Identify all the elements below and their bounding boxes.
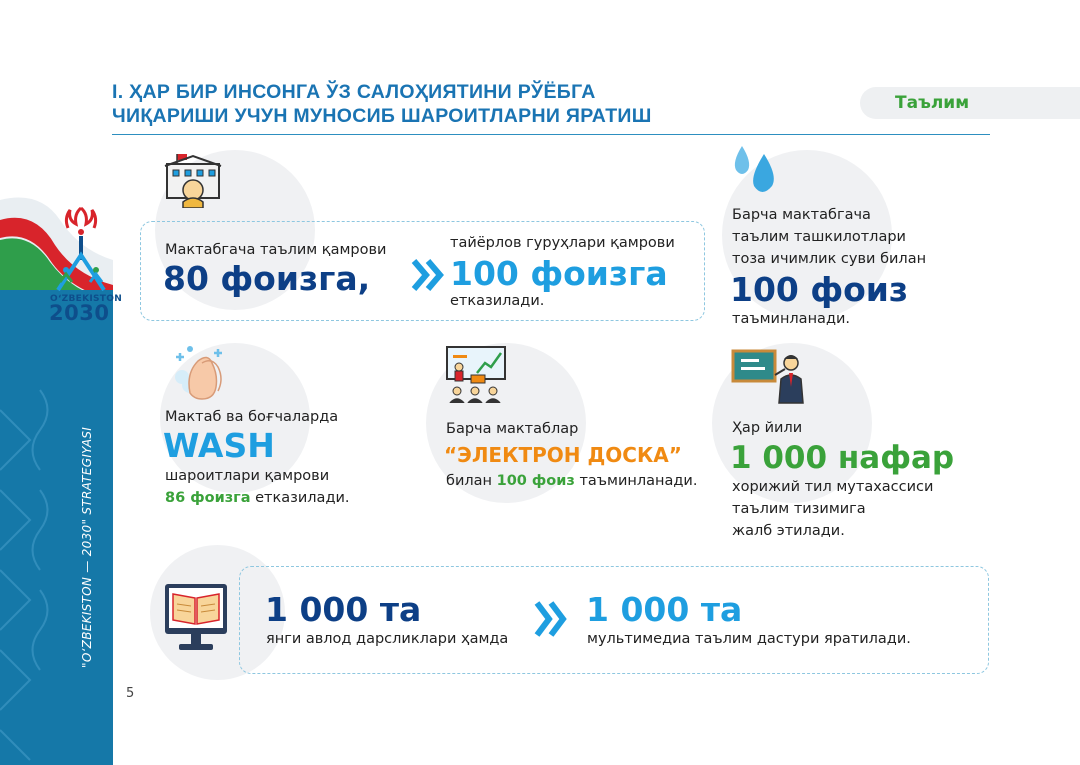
school-icon bbox=[163, 152, 223, 208]
preschool-label: Мактабгача таълим қамрови bbox=[165, 242, 387, 258]
eboard-line2-post: таъминланади. bbox=[574, 473, 698, 489]
water-line2: таълим ташкилотлари bbox=[732, 229, 906, 245]
water-line1: Барча мактабгача bbox=[732, 207, 871, 223]
teachers-line2: хорижий тил мутахассиси bbox=[732, 479, 934, 495]
sidebar-band bbox=[0, 290, 113, 765]
teachers-line3: таълим тизимига bbox=[732, 501, 866, 517]
textbooks-value1: 1 000 та bbox=[265, 590, 422, 629]
sidebar bbox=[0, 0, 123, 765]
teachers-line1: Ҳар йили bbox=[732, 420, 803, 436]
wash-highlight: 86 фоизга bbox=[165, 490, 251, 506]
preschool-to-label: тайёрлов гуруҳлари қамрови bbox=[450, 235, 675, 251]
wash-value: WASH bbox=[163, 426, 275, 465]
presentation-board-icon bbox=[445, 345, 507, 403]
title-divider bbox=[112, 134, 990, 135]
page-number: 5 bbox=[126, 686, 135, 701]
page-title-line2: ЧИҚАРИШИ УЧУН МУНОСИБ ШАРОИТЛАРНИ ЯРАТИШ bbox=[112, 105, 652, 127]
wash-line3-rest: етказилади. bbox=[250, 490, 350, 506]
logo-text: OʻZBEKISTON bbox=[50, 294, 123, 304]
wash-line1: Мактаб ва боғчаларда bbox=[165, 409, 339, 425]
preschool-from-value: 80 фоизга, bbox=[163, 259, 371, 298]
teachers-line4: жалб этилади. bbox=[732, 523, 845, 539]
preschool-to-value: 100 фоизга bbox=[450, 254, 668, 293]
textbooks-value2: 1 000 та bbox=[586, 590, 743, 629]
strategy-vertical-label: "OʻZBEKISTON — 2030" STRATEGIYASI bbox=[80, 426, 94, 668]
category-pill bbox=[860, 87, 1080, 119]
water-suffix: таъминланади. bbox=[732, 311, 850, 327]
teacher-icon bbox=[731, 347, 805, 405]
water-value: 100 фоиз bbox=[730, 270, 909, 309]
textbooks-label2: мультимедиа таълим дастури яратилади. bbox=[587, 631, 911, 647]
wash-line3 bbox=[165, 487, 350, 509]
page-title-line1: I. ҲАР БИР ИНСОНГА ЎЗ САЛОҲИЯТИНИ РЎЁБГА bbox=[112, 81, 596, 103]
logo-year: 2030 bbox=[49, 301, 110, 325]
wash-line2: шароитлари қамрови bbox=[165, 468, 330, 484]
water-line3: тоза ичимлик суви билан bbox=[732, 251, 927, 267]
eboard-line2-pre: билан bbox=[446, 473, 497, 489]
page-title bbox=[112, 80, 752, 128]
eboard-highlight: 100 фоиз bbox=[496, 473, 575, 489]
preschool-to-suffix: етказилади. bbox=[450, 293, 545, 309]
eboard-line1: Барча мактаблар bbox=[446, 421, 579, 437]
category-label: Таълим bbox=[895, 93, 970, 113]
double-chevron-icon bbox=[410, 258, 446, 292]
double-chevron-icon bbox=[533, 600, 569, 638]
ornament-pattern bbox=[0, 290, 113, 765]
eboard-value: “ЭЛЕКТРОН ДОСКА” bbox=[444, 443, 682, 467]
eboard-line2 bbox=[446, 470, 697, 492]
hand-washing-icon bbox=[168, 343, 230, 401]
teachers-value: 1 000 нафар bbox=[730, 440, 955, 476]
textbooks-label1: янги авлод дарсликлари ҳамда bbox=[266, 631, 509, 647]
water-drops-icon bbox=[728, 140, 784, 198]
monitor-book-icon bbox=[163, 582, 229, 654]
